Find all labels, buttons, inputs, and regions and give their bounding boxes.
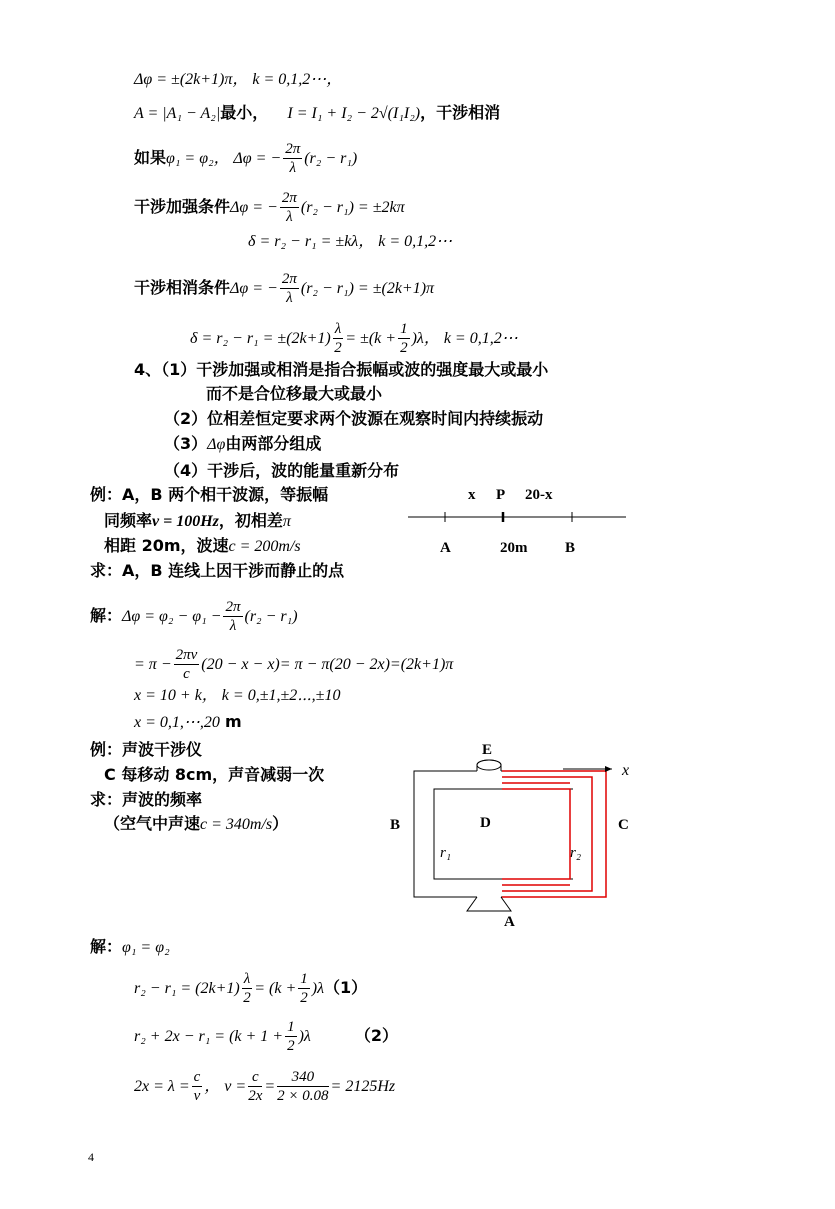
label-d: D — [480, 815, 491, 831]
solution1-line4: x = 0,1,⋯,20 m — [134, 712, 242, 731]
label-20m: 20m — [500, 540, 528, 556]
slider-c-outer — [502, 777, 592, 891]
tube-inner-d — [434, 789, 573, 879]
receiver-a — [467, 897, 511, 911]
label-r2: r₂ — [570, 845, 582, 861]
label-c: C — [618, 817, 629, 833]
example2-line1: 例：声波干涉仪 — [90, 740, 203, 759]
if-equal-phase-line: 如果φ₁ = φ₂， Δφ = − $\frac{2\pi}{\lambda}$ (r₂ − r₁) — [134, 141, 358, 176]
x-arrow-head — [605, 766, 612, 772]
label-a: A — [504, 914, 515, 930]
label-20-minus-x: 20-x — [525, 487, 553, 503]
note-1-cont: 而不是合位移最大或最小 — [206, 384, 383, 403]
note-2: （2）位相差恒定要求两个波源在观察时间内持续振动 — [164, 409, 544, 428]
example1-question: 求：A，B 连线上因干涉而静止的点 — [90, 561, 345, 580]
solution2-line2: r₂ − r₁ = (2k+1) $\frac{\lambda}{2}$ = (k + $\frac{1}{2}$ )λ（1） — [134, 971, 368, 1006]
slider-c-outermost — [502, 771, 606, 897]
ab-line-diagram — [400, 482, 640, 562]
phase-diff-destructive: Δφ = ±(2k+1)π， k = 0,1,2⋯， — [134, 71, 343, 88]
label-p: P — [496, 487, 506, 503]
note-1: 4、（1）干涉加强或相消是指合振幅或波的强度最大或最小 — [134, 360, 549, 379]
example1-line1: 例：A，B 两个相干波源，等振幅 — [90, 485, 329, 504]
solution1-line2: = π − $\frac{2\pi\nu}{c}$ (20 − x − x)= π − π(20 − 2x)=(2k+1)π — [134, 647, 454, 682]
destructive-condition: 干涉相消条件Δφ = − $\frac{2\pi}{\lambda}$ (r₂ − r₁) = ±(2k+1)π — [134, 271, 435, 306]
label-b: B — [390, 817, 401, 833]
slider-c-inner — [502, 789, 570, 879]
path-diff-destructive: δ = r₂ − r₁ = ±(2k+1) $\frac{\lambda}{2}$ = ±(k + $\frac{1}{2}$ )λ， k = 0,1,2⋯ — [190, 321, 518, 356]
label-a: A — [440, 540, 451, 556]
solution2-line3: r₂ + 2x − r₁ = (k + 1 + $\frac{1}{2}$ )λ （2） — [134, 1019, 398, 1054]
example1-line3: 相距 20m，波速c = 200m/s — [104, 536, 301, 555]
amplitude-min-line: A = |A₁ − A₂|最小， I = I₁ + I₂ − 2√(I₁I₂)，干涉相消 — [134, 103, 501, 122]
path-diff-constructive: δ = r₂ − r₁ = ±kλ， k = 0,1,2⋯ — [248, 233, 453, 250]
label-x: x — [622, 762, 630, 779]
example2-question: 求：声波的频率 — [90, 790, 203, 809]
example1-line2: 同频率ν = 100Hz，初相差π — [104, 511, 291, 530]
label-x: x — [468, 487, 476, 503]
label-r1: r₁ — [440, 845, 452, 861]
example2-line2: C 每移动 8cm，声音减弱一次 — [104, 765, 325, 784]
constructive-condition: 干涉加强条件Δφ = − $\frac{2\pi}{\lambda}$ (r₂ − r₁) = ±2kπ — [134, 190, 405, 225]
note-4: （4）干涉后，波的能量重新分布 — [164, 461, 400, 480]
source-tube-e-top — [477, 760, 501, 770]
page-number: 4 — [88, 1150, 94, 1164]
solution1-line1: 解：Δφ = φ₂ − φ₁ − $\frac{2\pi}{\lambda}$ (r₂ − r₁) — [90, 599, 298, 634]
solution2-line4: 2x = λ = $\frac{c}{\nu}$ ， ν = $\frac{c}{2x}$ = $\frac{340}{2 \times 0.08}$ = 2125Hz — [134, 1069, 396, 1104]
note-3: （3）Δφ由两部分组成 — [164, 434, 322, 453]
label-e: E — [482, 742, 493, 758]
example2-line3: （空气中声速c = 340m/s） — [104, 814, 289, 833]
sound-interferometer-diagram — [380, 735, 650, 930]
tube-b-outer — [414, 771, 477, 897]
solution1-line3: x = 10 + k， k = 0,±1,±2⋯,±10 — [134, 687, 341, 704]
solution2-line1: 解：φ₁ = φ₂ — [90, 937, 170, 956]
label-b: B — [565, 540, 576, 556]
